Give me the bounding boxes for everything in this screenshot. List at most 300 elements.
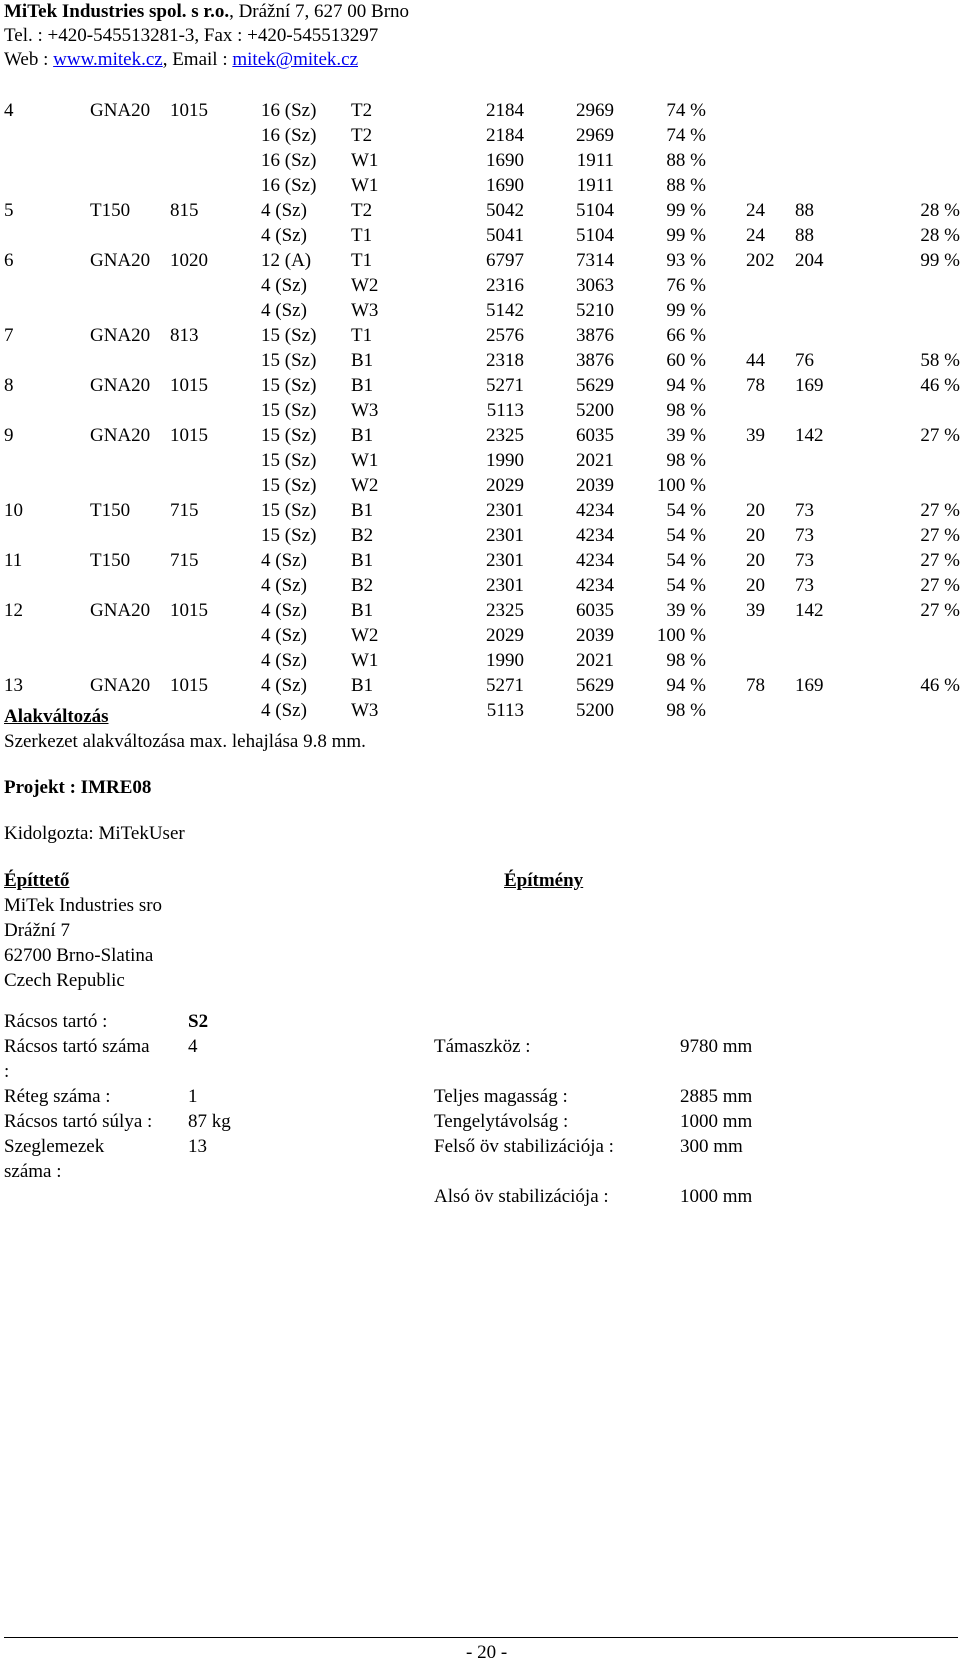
- cell-value-1: 2301: [486, 500, 524, 521]
- cell-extra-1: [706, 398, 795, 423]
- cell-ratio: 98 %: [666, 400, 706, 421]
- cell-value-1: 1690: [486, 175, 524, 196]
- page-number: - 20 -: [466, 1642, 508, 1663]
- cell-value-2: 4234: [576, 550, 614, 571]
- cell-value-2: 5200: [576, 700, 614, 721]
- cell-extra-ratio: 27 %: [920, 600, 960, 621]
- cell-plate-size: [170, 648, 261, 673]
- cell-ratio: 94 %: [666, 375, 706, 396]
- cell-plate-size: [170, 298, 261, 323]
- cell-plate-size: [170, 623, 261, 648]
- cell-load-case: 16 (Sz): [261, 125, 317, 146]
- cell-extra-2: [795, 148, 871, 173]
- cell-extra-2: [795, 648, 871, 673]
- cell-load-case: 4 (Sz): [261, 700, 307, 721]
- cell-extra-1: 20: [746, 500, 765, 521]
- table-row: [0, 548, 960, 573]
- cell-load-case: 4 (Sz): [261, 575, 307, 596]
- cell-load-case: 4 (Sz): [261, 225, 307, 246]
- cell-plate-type: GNA20: [90, 675, 151, 696]
- table-row: [0, 323, 960, 348]
- cell-joint: [0, 573, 90, 598]
- cell-extra-1: 24: [746, 225, 765, 246]
- truss-count-value: 4: [188, 1036, 198, 1057]
- cell-ratio: 39 %: [666, 600, 706, 621]
- table-row: [0, 123, 960, 148]
- table-row: [0, 198, 960, 223]
- cell-extra-2: 204: [795, 250, 824, 271]
- cell-value-1: 2184: [486, 100, 524, 121]
- cell-member: W1: [351, 650, 379, 671]
- cell-joint: [0, 223, 90, 248]
- cell-plate-type: T150: [90, 500, 131, 521]
- cell-plate-size: 715: [170, 500, 199, 521]
- cell-plate-type: [90, 448, 170, 473]
- cell-extra-ratio: 27 %: [920, 525, 960, 546]
- cell-value-1: 5271: [486, 675, 524, 696]
- weight-value: 87 kg: [188, 1111, 231, 1132]
- connection-table: [0, 98, 960, 723]
- cell-plate-type: T150: [90, 550, 131, 571]
- truss-label: Rácsos tartó :: [4, 1011, 108, 1032]
- cell-ratio: 74 %: [666, 125, 706, 146]
- cell-member: T2: [351, 125, 373, 146]
- cell-extra-ratio: [871, 448, 960, 473]
- cell-plate-type: [90, 173, 170, 198]
- builder-heading: Építtető: [4, 870, 70, 891]
- cell-joint: 4: [4, 100, 14, 121]
- cell-extra-1: [706, 448, 795, 473]
- cell-joint: [0, 148, 90, 173]
- cell-load-case: 15 (Sz): [261, 375, 317, 396]
- cell-extra-2: 169: [795, 375, 824, 396]
- cell-extra-ratio: 28 %: [920, 200, 960, 221]
- cell-value-2: 2039: [576, 625, 614, 646]
- cell-value-2: 1911: [576, 150, 614, 171]
- cell-load-case: 4 (Sz): [261, 675, 307, 696]
- cell-ratio: 88 %: [666, 175, 706, 196]
- cell-load-case: 16 (Sz): [261, 150, 317, 171]
- cell-load-case: 4 (Sz): [261, 200, 307, 221]
- cell-value-1: 1990: [486, 450, 524, 471]
- cell-extra-2: 73: [795, 550, 814, 571]
- cell-plate-size: 813: [170, 325, 199, 346]
- cell-plate-type: [90, 123, 170, 148]
- cell-plate-type: [90, 148, 170, 173]
- cell-extra-2: 73: [795, 525, 814, 546]
- table-row: [0, 623, 960, 648]
- cell-member: T2: [351, 100, 373, 121]
- cell-extra-1: [706, 298, 795, 323]
- cell-ratio: 99 %: [666, 225, 706, 246]
- cell-plate-type: [90, 273, 170, 298]
- cell-extra-1: [706, 473, 795, 498]
- cell-value-1: 5113: [486, 400, 524, 421]
- cell-joint: [0, 298, 90, 323]
- cell-extra-1: [706, 273, 795, 298]
- cell-plate-size: 1015: [170, 425, 208, 446]
- cell-value-1: 2318: [486, 350, 524, 371]
- cell-joint: 13: [4, 675, 23, 696]
- cell-member: B2: [351, 525, 374, 546]
- cell-ratio: 76 %: [666, 275, 706, 296]
- plates-label: Szeglemezek: [4, 1136, 105, 1157]
- table-row: [0, 498, 960, 523]
- cell-member: B1: [351, 600, 374, 621]
- cell-plate-size: [170, 448, 261, 473]
- cell-load-case: 15 (Sz): [261, 500, 317, 521]
- cell-member: T1: [351, 225, 373, 246]
- cell-extra-ratio: [871, 173, 960, 198]
- cell-value-2: 3876: [576, 325, 614, 346]
- cell-plate-size: 815: [170, 200, 199, 221]
- cell-value-1: 1690: [486, 150, 524, 171]
- cell-joint: [0, 448, 90, 473]
- builder-line: Czech Republic: [4, 970, 125, 991]
- cell-value-2: 5200: [576, 400, 614, 421]
- cell-plate-type: GNA20: [90, 375, 151, 396]
- cell-member: W3: [351, 400, 379, 421]
- cell-extra-ratio: 27 %: [920, 425, 960, 446]
- cell-value-1: 2576: [486, 325, 524, 346]
- prop-row-truss: [0, 1009, 960, 1034]
- cell-extra-1: 20: [746, 550, 765, 571]
- cell-extra-2: [795, 398, 871, 423]
- cell-member: B1: [351, 375, 374, 396]
- cell-extra-1: 24: [746, 200, 765, 221]
- plates-value: 13: [188, 1136, 207, 1157]
- author-text: Kidolgozta: MiTekUser: [4, 823, 185, 844]
- connection-table-body: [0, 98, 960, 723]
- cell-plate-size: 1020: [170, 250, 208, 271]
- cell-value-2: 4234: [576, 500, 614, 521]
- cell-extra-1: [706, 98, 795, 123]
- cell-extra-2: 142: [795, 600, 824, 621]
- cell-value-2: 4234: [576, 525, 614, 546]
- prop-row-ply-height: [0, 1084, 960, 1109]
- cell-extra-ratio: [871, 148, 960, 173]
- cell-extra-ratio: 58 %: [920, 350, 960, 371]
- cell-plate-size: [170, 398, 261, 423]
- cell-extra-1: 39: [746, 425, 765, 446]
- cell-joint: 8: [4, 375, 14, 396]
- cell-extra-1: 39: [746, 600, 765, 621]
- company-address: , Drážní 7, 627 00 Brno: [229, 1, 410, 22]
- cell-extra-ratio: [871, 298, 960, 323]
- cell-plate-type: [90, 223, 170, 248]
- cell-value-1: 2301: [486, 575, 524, 596]
- cell-value-1: 6797: [486, 250, 524, 271]
- cell-extra-1: [706, 173, 795, 198]
- cell-member: B1: [351, 350, 374, 371]
- cell-joint: [0, 473, 90, 498]
- cell-ratio: 60 %: [666, 350, 706, 371]
- cell-value-2: 2021: [576, 650, 614, 671]
- cell-member: B2: [351, 575, 374, 596]
- cell-load-case: 4 (Sz): [261, 275, 307, 296]
- cell-value-1: 5042: [486, 200, 524, 221]
- cell-plate-type: [90, 348, 170, 373]
- truss-properties: [0, 1009, 960, 1209]
- cell-extra-2: [795, 473, 871, 498]
- span-label: Támaszköz :: [434, 1036, 531, 1057]
- table-row: [0, 473, 960, 498]
- cell-extra-2: [795, 448, 871, 473]
- cell-load-case: 15 (Sz): [261, 475, 317, 496]
- cell-value-2: 5629: [576, 375, 614, 396]
- cell-member: W2: [351, 625, 379, 646]
- cell-plate-type: [90, 473, 170, 498]
- cell-value-1: 1990: [486, 650, 524, 671]
- email-label: , Email :: [162, 49, 233, 70]
- truss-value: S2: [188, 1011, 209, 1032]
- plates-label-cont: száma :: [4, 1161, 62, 1182]
- builder-line: MiTek Industries sro: [4, 895, 163, 916]
- cell-extra-ratio: [871, 473, 960, 498]
- cell-value-1: 5113: [486, 700, 524, 721]
- web-link[interactable]: www.mitek.cz: [53, 49, 163, 70]
- cell-member: B1: [351, 500, 374, 521]
- cell-value-1: 2325: [486, 600, 524, 621]
- cell-value-2: 2039: [576, 475, 614, 496]
- cell-extra-1: [706, 148, 795, 173]
- table-row: [0, 398, 960, 423]
- cell-joint: [0, 123, 90, 148]
- cell-member: W2: [351, 275, 379, 296]
- cell-ratio: 98 %: [666, 700, 706, 721]
- cell-extra-ratio: 27 %: [920, 500, 960, 521]
- builder-line: 62700 Brno-Slatina: [4, 945, 154, 966]
- cell-plate-type: GNA20: [90, 600, 151, 621]
- span-value: 9780 mm: [680, 1036, 753, 1057]
- cell-plate-size: [170, 523, 261, 548]
- cell-plate-size: 1015: [170, 600, 208, 621]
- cell-plate-type: [90, 298, 170, 323]
- cell-value-1: 2029: [486, 475, 524, 496]
- company-line: [4, 0, 409, 24]
- cell-extra-1: 44: [746, 350, 765, 371]
- table-row: [0, 448, 960, 473]
- height-value: 2885 mm: [680, 1086, 753, 1107]
- cell-load-case: 16 (Sz): [261, 175, 317, 196]
- cell-plate-size: [170, 473, 261, 498]
- table-row: [0, 673, 960, 698]
- cell-extra-1: 20: [746, 525, 765, 546]
- ply-value: 1: [188, 1086, 198, 1107]
- cell-member: W2: [351, 475, 379, 496]
- deflection-text: Szerkezet alakváltozása max. lehajlása 9.8 mm.: [4, 731, 366, 752]
- cell-value-2: 5629: [576, 675, 614, 696]
- cell-value-2: 3063: [576, 275, 614, 296]
- cell-extra-1: 202: [746, 250, 775, 271]
- table-row: [0, 573, 960, 598]
- cell-value-2: 5104: [576, 225, 614, 246]
- cell-plate-type: [90, 623, 170, 648]
- cell-load-case: 15 (Sz): [261, 350, 317, 371]
- cell-value-2: 6035: [576, 425, 614, 446]
- cell-value-1: 2029: [486, 625, 524, 646]
- cell-ratio: 39 %: [666, 425, 706, 446]
- cell-member: W1: [351, 175, 379, 196]
- cell-value-2: 3876: [576, 350, 614, 371]
- cell-ratio: 66 %: [666, 325, 706, 346]
- cell-plate-size: [170, 273, 261, 298]
- deflection-heading: Alakváltozás: [4, 706, 109, 727]
- cell-ratio: 93 %: [666, 250, 706, 271]
- cell-plate-size: [170, 573, 261, 598]
- cell-load-case: 15 (Sz): [261, 325, 317, 346]
- company-header: [4, 0, 409, 72]
- cell-plate-type: GNA20: [90, 250, 151, 271]
- cell-extra-ratio: [871, 698, 960, 723]
- top-chord-label: Felső öv stabilizációja :: [434, 1136, 614, 1157]
- cell-value-2: 2969: [576, 100, 614, 121]
- cell-plate-type: GNA20: [90, 425, 151, 446]
- cell-value-2: 2021: [576, 450, 614, 471]
- cell-value-2: 5210: [576, 300, 614, 321]
- cell-load-case: 4 (Sz): [261, 650, 307, 671]
- cell-member: W1: [351, 150, 379, 171]
- cell-member: T1: [351, 325, 373, 346]
- table-row: [0, 273, 960, 298]
- prop-row-count-span: [0, 1034, 960, 1059]
- cell-load-case: 4 (Sz): [261, 300, 307, 321]
- cell-plate-size: 1015: [170, 675, 208, 696]
- cell-extra-ratio: 28 %: [920, 225, 960, 246]
- cell-member: T1: [351, 250, 373, 271]
- cell-plate-type: T150: [90, 200, 131, 221]
- cell-extra-2: 73: [795, 575, 814, 596]
- cell-joint: [0, 273, 90, 298]
- cell-extra-1: 20: [746, 575, 765, 596]
- cell-joint: [0, 648, 90, 673]
- builder-line: Drážní 7: [4, 920, 70, 941]
- cell-extra-2: [795, 323, 871, 348]
- company-name: MiTek Industries spol. s r.o.: [4, 1, 230, 22]
- cell-extra-2: 88: [795, 225, 814, 246]
- cell-extra-ratio: [871, 398, 960, 423]
- cell-ratio: 54 %: [666, 500, 706, 521]
- cell-value-1: 2316: [486, 275, 524, 296]
- table-row: [0, 98, 960, 123]
- cell-member: W3: [351, 300, 379, 321]
- cell-extra-2: [795, 123, 871, 148]
- structure-heading: Építmény: [504, 870, 584, 891]
- cell-plate-type: [90, 398, 170, 423]
- cell-load-case: 4 (Sz): [261, 600, 307, 621]
- spacing-value: 1000 mm: [680, 1111, 753, 1132]
- table-row: [0, 348, 960, 373]
- cell-value-2: 7314: [576, 250, 614, 271]
- email-link[interactable]: mitek@mitek.cz: [232, 49, 359, 70]
- cell-load-case: 15 (Sz): [261, 425, 317, 446]
- cell-plate-size: [170, 123, 261, 148]
- cell-member: B1: [351, 550, 374, 571]
- cell-joint: 11: [4, 550, 23, 571]
- table-row: [0, 523, 960, 548]
- cell-joint: 5: [4, 200, 14, 221]
- cell-value-1: 2301: [486, 550, 524, 571]
- cell-plate-type: [90, 573, 170, 598]
- cell-joint: 7: [4, 325, 14, 346]
- cell-load-case: 4 (Sz): [261, 625, 307, 646]
- table-row: [0, 373, 960, 398]
- footer-divider: [4, 1637, 958, 1638]
- cell-joint: [0, 173, 90, 198]
- cell-member: B1: [351, 425, 374, 446]
- cell-joint: 12: [4, 600, 23, 621]
- cell-load-case: 15 (Sz): [261, 400, 317, 421]
- cell-ratio: 54 %: [666, 575, 706, 596]
- cell-extra-2: [795, 98, 871, 123]
- web-email-line: [4, 48, 409, 72]
- table-row: [0, 223, 960, 248]
- cell-load-case: 15 (Sz): [261, 525, 317, 546]
- cell-extra-2: [795, 623, 871, 648]
- cell-extra-ratio: 46 %: [920, 675, 960, 696]
- cell-ratio: 99 %: [666, 300, 706, 321]
- cell-extra-ratio: 27 %: [920, 575, 960, 596]
- cell-value-2: 2969: [576, 125, 614, 146]
- cell-extra-ratio: 99 %: [920, 250, 960, 271]
- cell-extra-2: 88: [795, 200, 814, 221]
- cell-load-case: 4 (Sz): [261, 550, 307, 571]
- cell-ratio: 54 %: [666, 525, 706, 546]
- cell-plate-size: [170, 348, 261, 373]
- cell-member: B1: [351, 675, 374, 696]
- table-row: [0, 173, 960, 198]
- cell-extra-2: [795, 698, 871, 723]
- cell-ratio: 98 %: [666, 650, 706, 671]
- cell-extra-2: [795, 173, 871, 198]
- cell-plate-type: [90, 523, 170, 548]
- cell-value-1: 2184: [486, 125, 524, 146]
- truss-count-label-cont: :: [4, 1061, 10, 1082]
- prop-row-count-cont: [0, 1059, 960, 1084]
- cell-extra-2: [795, 273, 871, 298]
- cell-value-1: 2325: [486, 425, 524, 446]
- height-label: Teljes magasság :: [434, 1086, 568, 1107]
- cell-value-2: 1911: [576, 175, 614, 196]
- cell-extra-2: 76: [795, 350, 814, 371]
- cell-value-2: 5104: [576, 200, 614, 221]
- cell-value-1: 5271: [486, 375, 524, 396]
- deflection-section: [4, 704, 366, 754]
- cell-extra-1: 78: [746, 375, 765, 396]
- cell-joint: 10: [4, 500, 23, 521]
- cell-extra-2: 142: [795, 425, 824, 446]
- cell-value-2: 6035: [576, 600, 614, 621]
- cell-member: W3: [351, 700, 379, 721]
- phone-line: Tel. : +420-545513281-3, Fax : +420-545513297: [4, 25, 379, 46]
- cell-value-1: 5041: [486, 225, 524, 246]
- cell-joint: 9: [4, 425, 14, 446]
- cell-joint: 6: [4, 250, 14, 271]
- cell-extra-1: [706, 648, 795, 673]
- truss-count-label: Rácsos tartó száma: [4, 1036, 150, 1057]
- cell-ratio: 100 %: [656, 475, 706, 496]
- cell-plate-size: [170, 173, 261, 198]
- cell-member: W1: [351, 450, 379, 471]
- cell-load-case: 16 (Sz): [261, 100, 317, 121]
- cell-extra-1: [706, 698, 795, 723]
- cell-joint: [0, 348, 90, 373]
- cell-load-case: 15 (Sz): [261, 450, 317, 471]
- prop-row-bottomchord: [0, 1184, 960, 1209]
- cell-plate-size: 715: [170, 550, 199, 571]
- cell-plate-size: 1015: [170, 100, 208, 121]
- cell-value-1: 5142: [486, 300, 524, 321]
